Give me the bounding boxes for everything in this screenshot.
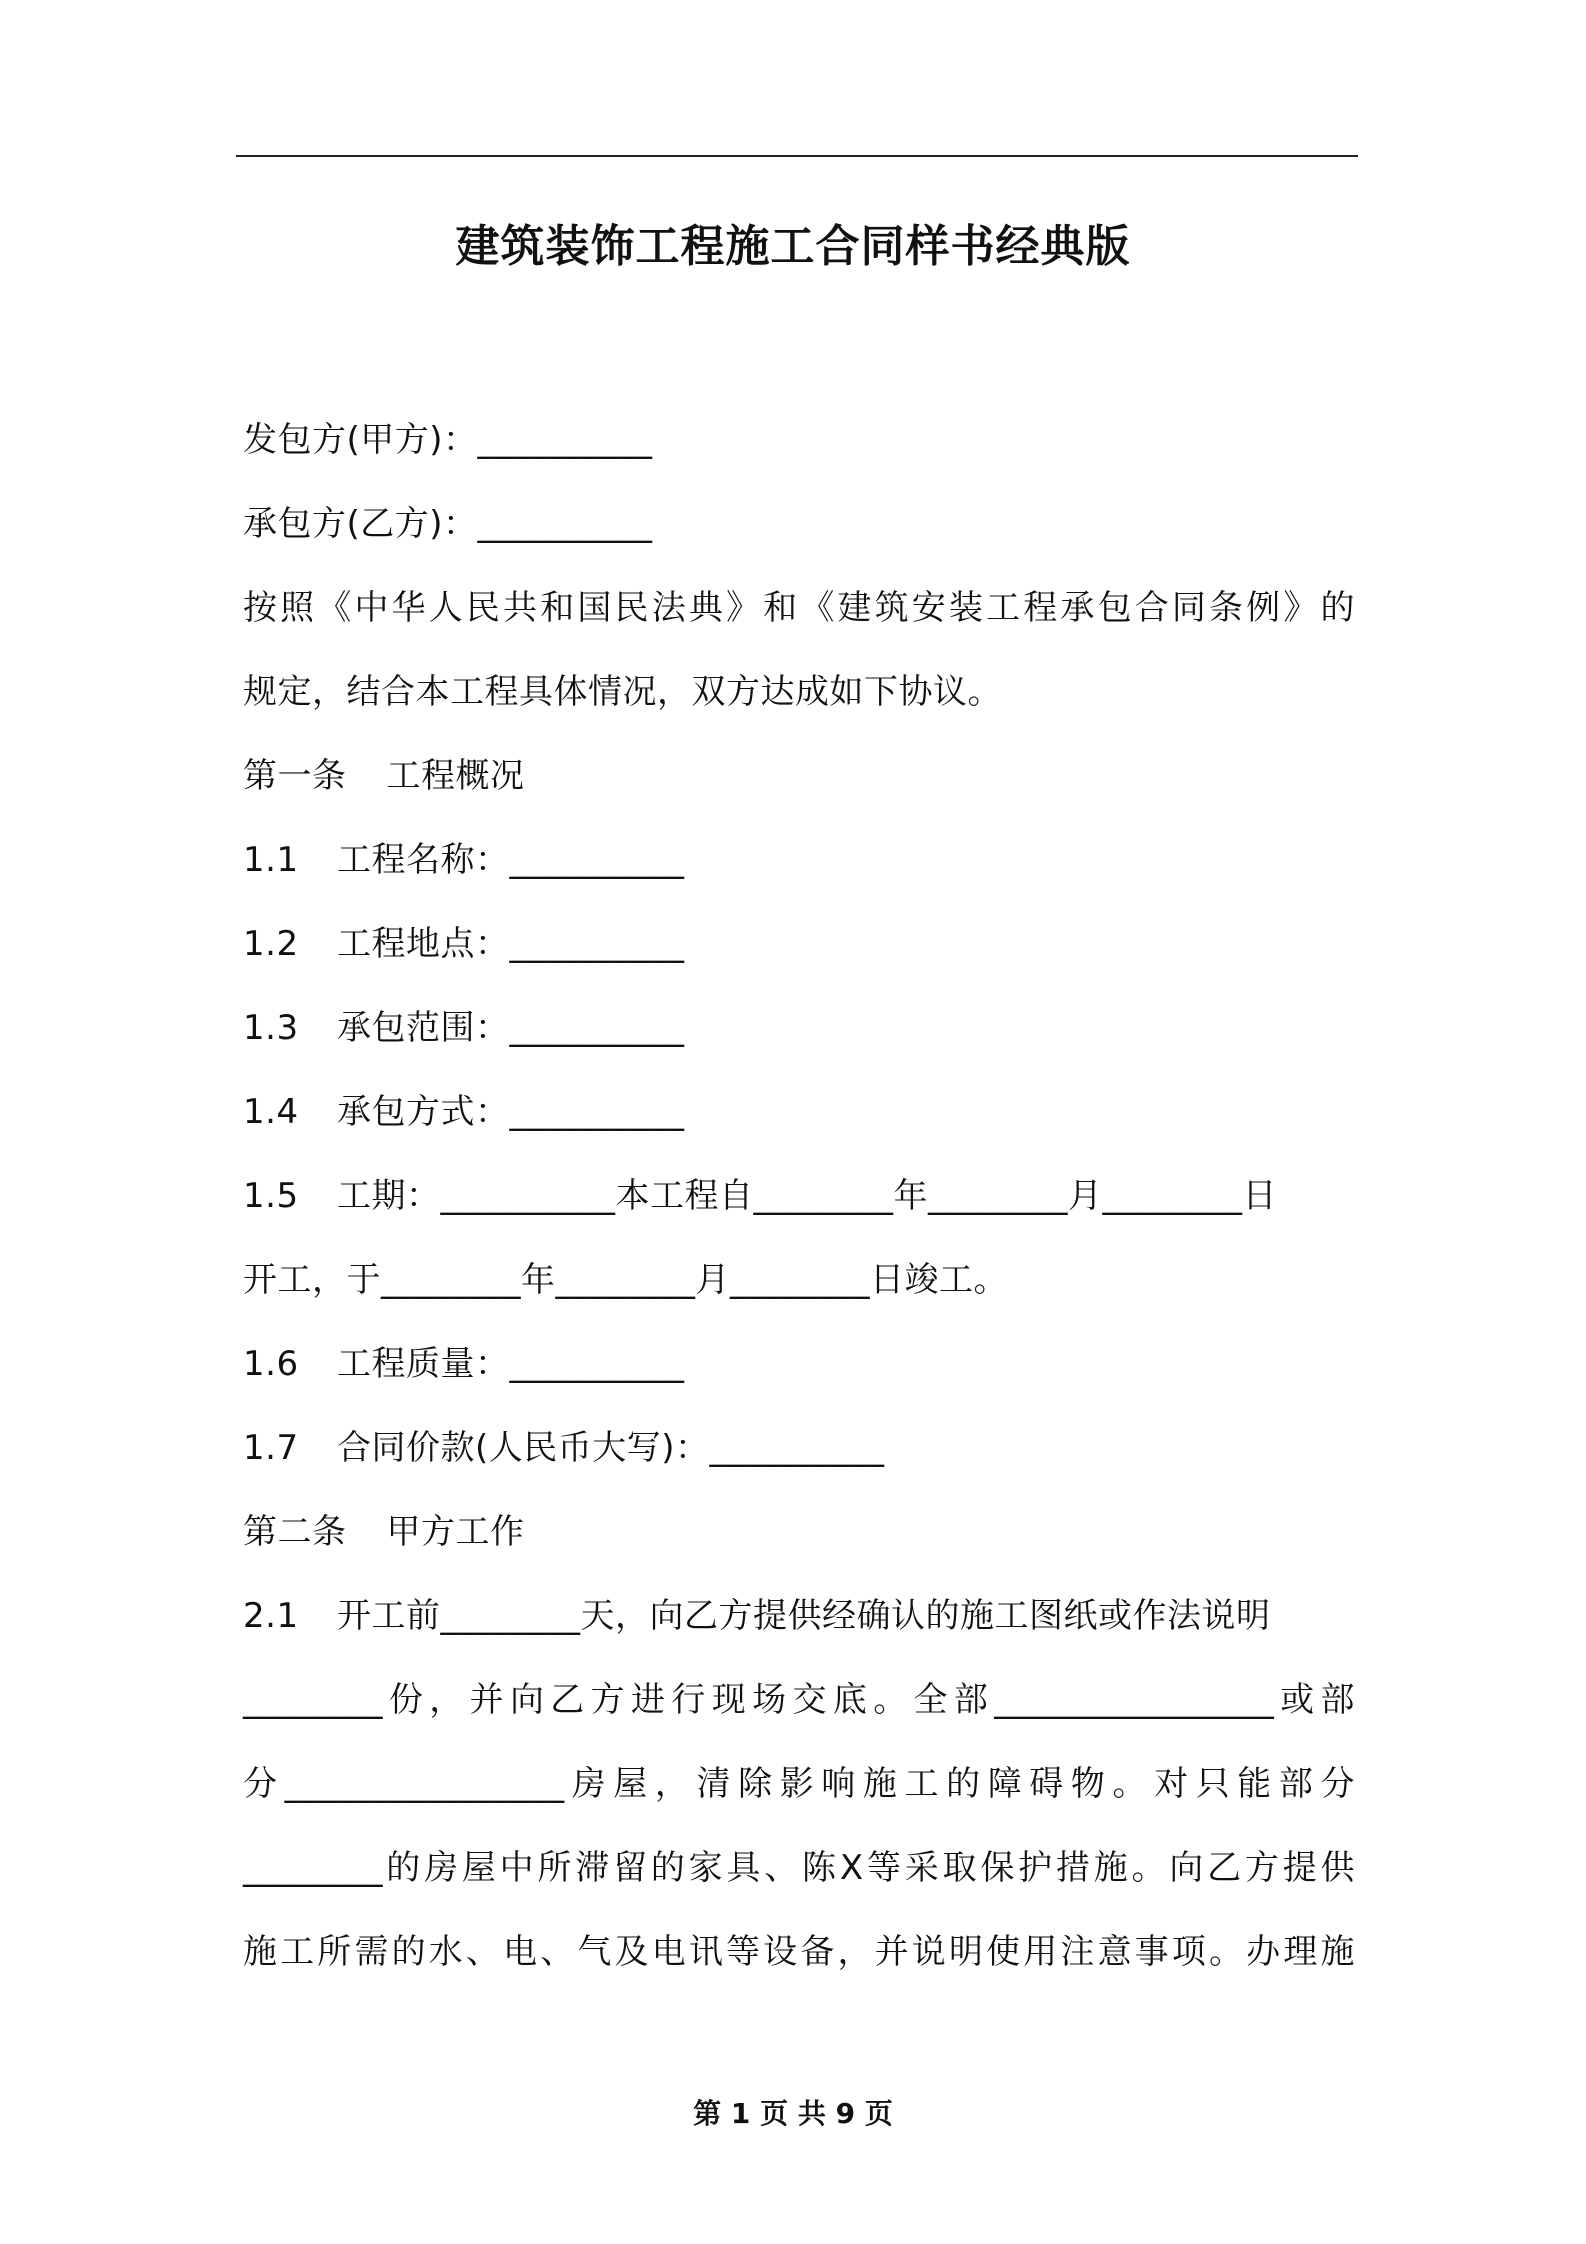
clause-text: 合同价款(人民币大写)：__________: [337, 1428, 885, 1468]
preamble-line-1: 按照《中华人民共和国民法典》和《建筑安装工程承包合同条例》的: [243, 588, 1355, 628]
clause-number: 1.6: [243, 1344, 299, 1384]
clause-text: 承包范围：__________: [337, 1008, 685, 1048]
clause-1-4: [243, 1070, 1355, 1154]
article-1-heading: [243, 734, 1355, 818]
clause-1-7: [243, 1406, 1355, 1490]
clause-1-2: [243, 902, 1355, 986]
clause-1-5: [243, 1154, 1355, 1238]
clause-number: 1.5: [243, 1176, 299, 1216]
party-a-line: 发包方(甲方)：__________: [243, 420, 653, 460]
clause-text: 承包方式：__________: [337, 1092, 685, 1132]
clause-number: 1.4: [243, 1092, 299, 1132]
article-1-title: 工程概况: [386, 756, 525, 796]
clause-2-1-line: 施工所需的水、电、气及电讯等设备，并说明使用注意事项。办理施: [243, 1932, 1355, 1972]
clause-text: 工期：__________本工程自________年________月________日: [337, 1176, 1277, 1216]
page-number-footer: 第 1 页 共 9 页: [693, 2097, 893, 2130]
document-title: 建筑装饰工程施工合同样书经典版: [455, 221, 1131, 272]
clause-number: 1.1: [243, 840, 299, 880]
clause-2-1-line: 分________________房屋，清除影响施工的障碍物。对只能部分: [243, 1764, 1355, 1804]
header-rule: [236, 155, 1358, 157]
clause-text: 工程质量：__________: [337, 1344, 685, 1384]
article-1-label: 第一条: [243, 756, 347, 796]
article-2-heading: [243, 1490, 1355, 1574]
clause-text: 工程地点：__________: [337, 924, 685, 964]
clause-2-1-line: ________的房屋中所滞留的家具、陈X等采取保护措施。向乙方提供: [243, 1848, 1355, 1888]
clause-1-5-continuation: 开工，于________年________月________日竣工。: [243, 1260, 1008, 1300]
clause-number: 1.2: [243, 924, 299, 964]
clause-1-3: [243, 986, 1355, 1070]
clause-text: 开工前________天，向乙方提供经确认的施工图纸或作法说明: [337, 1596, 1271, 1636]
clause-number: 2.1: [243, 1596, 299, 1636]
article-2-title: 甲方工作: [386, 1512, 525, 1552]
article-2-label: 第二条: [243, 1512, 347, 1552]
clause-number: 1.7: [243, 1428, 299, 1468]
party-b-line: 承包方(乙方)：__________: [243, 504, 653, 544]
clause-1-1: [243, 818, 1355, 902]
clause-number: 1.3: [243, 1008, 299, 1048]
clause-text: 工程名称：__________: [337, 840, 685, 880]
preamble-line-2: 规定，结合本工程具体情况，双方达成如下协议。: [243, 672, 1002, 712]
clause-2-1-line: ________份，并向乙方进行现场交底。全部________________或部: [243, 1680, 1355, 1720]
clause-1-6: [243, 1322, 1355, 1406]
document-body: [243, 398, 1355, 1994]
clause-2-1: [243, 1574, 1355, 1658]
